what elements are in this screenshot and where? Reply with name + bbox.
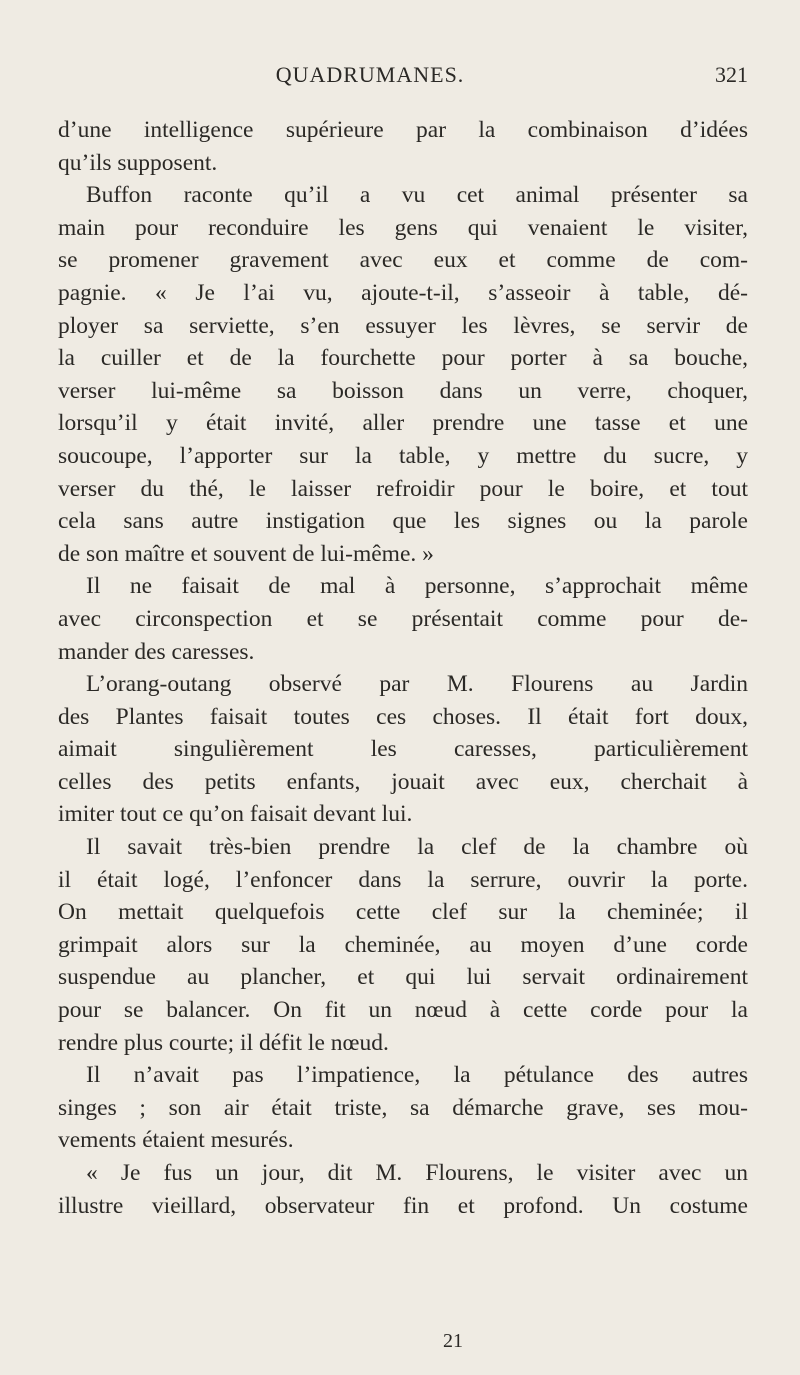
text-line: suspendue au plancher, et qui lui servait ordinairement — [58, 964, 748, 991]
text-line: mander des caresses. — [58, 638, 255, 665]
running-head — [0, 62, 800, 92]
text-line: cela sans autre instigation que les signes ou la parole — [58, 508, 748, 535]
text-line: celles des petits enfants, jouait avec eux, cherchait à — [58, 768, 748, 795]
text-line: Il savait très-bien prendre la clef de la chambre où — [86, 834, 748, 861]
body-text — [58, 114, 748, 1222]
text-line: grimpait alors sur la cheminée, au moyen d’une corde — [58, 931, 748, 958]
text-line: des Plantes faisait toutes ces choses. Il était fort doux, — [58, 703, 748, 730]
text-line: rendre plus courte; il défit le nœud. — [58, 1029, 389, 1056]
text-line: d’une intelligence supérieure par la combinaison d’idées — [58, 117, 748, 143]
text-line: aimait singulièrement les caresses, particulièrement — [58, 736, 748, 763]
signature-mark: 21 — [443, 1330, 463, 1352]
text-line: verser lui-même sa boisson dans un verre, choquer, — [58, 377, 748, 404]
text-line: main pour reconduire les gens qui venaient le visiter, — [58, 214, 748, 241]
text-line: lorsqu’il y était invité, aller prendre une tasse et une — [58, 410, 748, 437]
text-line: se promener gravement avec eux et comme de com- — [58, 247, 748, 274]
text-line: L’orang-outang observé par M. Flourens au Jardin — [86, 671, 748, 698]
text-line: illustre vieillard, observateur fin et profond. Un costume — [58, 1192, 748, 1219]
text-line: « Je fus un jour, dit M. Flourens, le visiter avec un — [86, 1160, 748, 1186]
running-head-title: QUADRUMANES. — [275, 62, 465, 87]
text-line: On mettait quelquefois cette clef sur la cheminée; il — [58, 899, 748, 926]
text-line: vements étaient mesurés. — [58, 1127, 294, 1154]
page-number: 321 — [715, 62, 748, 87]
text-line: de son maître et souvent de lui-même. » — [58, 540, 434, 567]
text-line: avec circonspection et se présentait comme pour de- — [58, 605, 748, 632]
text-line: pour se balancer. On fit un nœud à cette corde pour la — [58, 997, 748, 1024]
text-line: Il ne faisait de mal à personne, s’approchait même — [86, 573, 748, 600]
signature-mark-row — [0, 1330, 800, 1353]
text-line: Buffon raconte qu’il a vu cet animal présenter sa — [86, 182, 748, 209]
text-line: la cuiller et de la fourchette pour porter à sa bouche, — [58, 345, 748, 372]
text-line: soucoupe, l’apporter sur la table, y mettre du sucre, y — [58, 442, 748, 469]
text-line: verser du thé, le laisser refroidir pour le boire, et tout — [58, 475, 748, 502]
text-line: il était logé, l’enfoncer dans la serrure, ouvrir la porte. — [58, 866, 748, 893]
text-line: singes ; son air était triste, sa démarche grave, ses mou- — [58, 1094, 748, 1121]
text-line: imiter tout ce qu’on faisait devant lui. — [58, 801, 413, 828]
text-line: qu’ils supposent. — [58, 149, 218, 176]
text-line: ployer sa serviette, s’en essuyer les lèvres, se servir de — [58, 312, 748, 339]
text-line: pagnie. « Je l’ai vu, ajoute-t-il, s’asseoir à table, dé- — [58, 279, 748, 306]
text-line: Il n’avait pas l’impatience, la pétulance des autres — [86, 1062, 748, 1089]
